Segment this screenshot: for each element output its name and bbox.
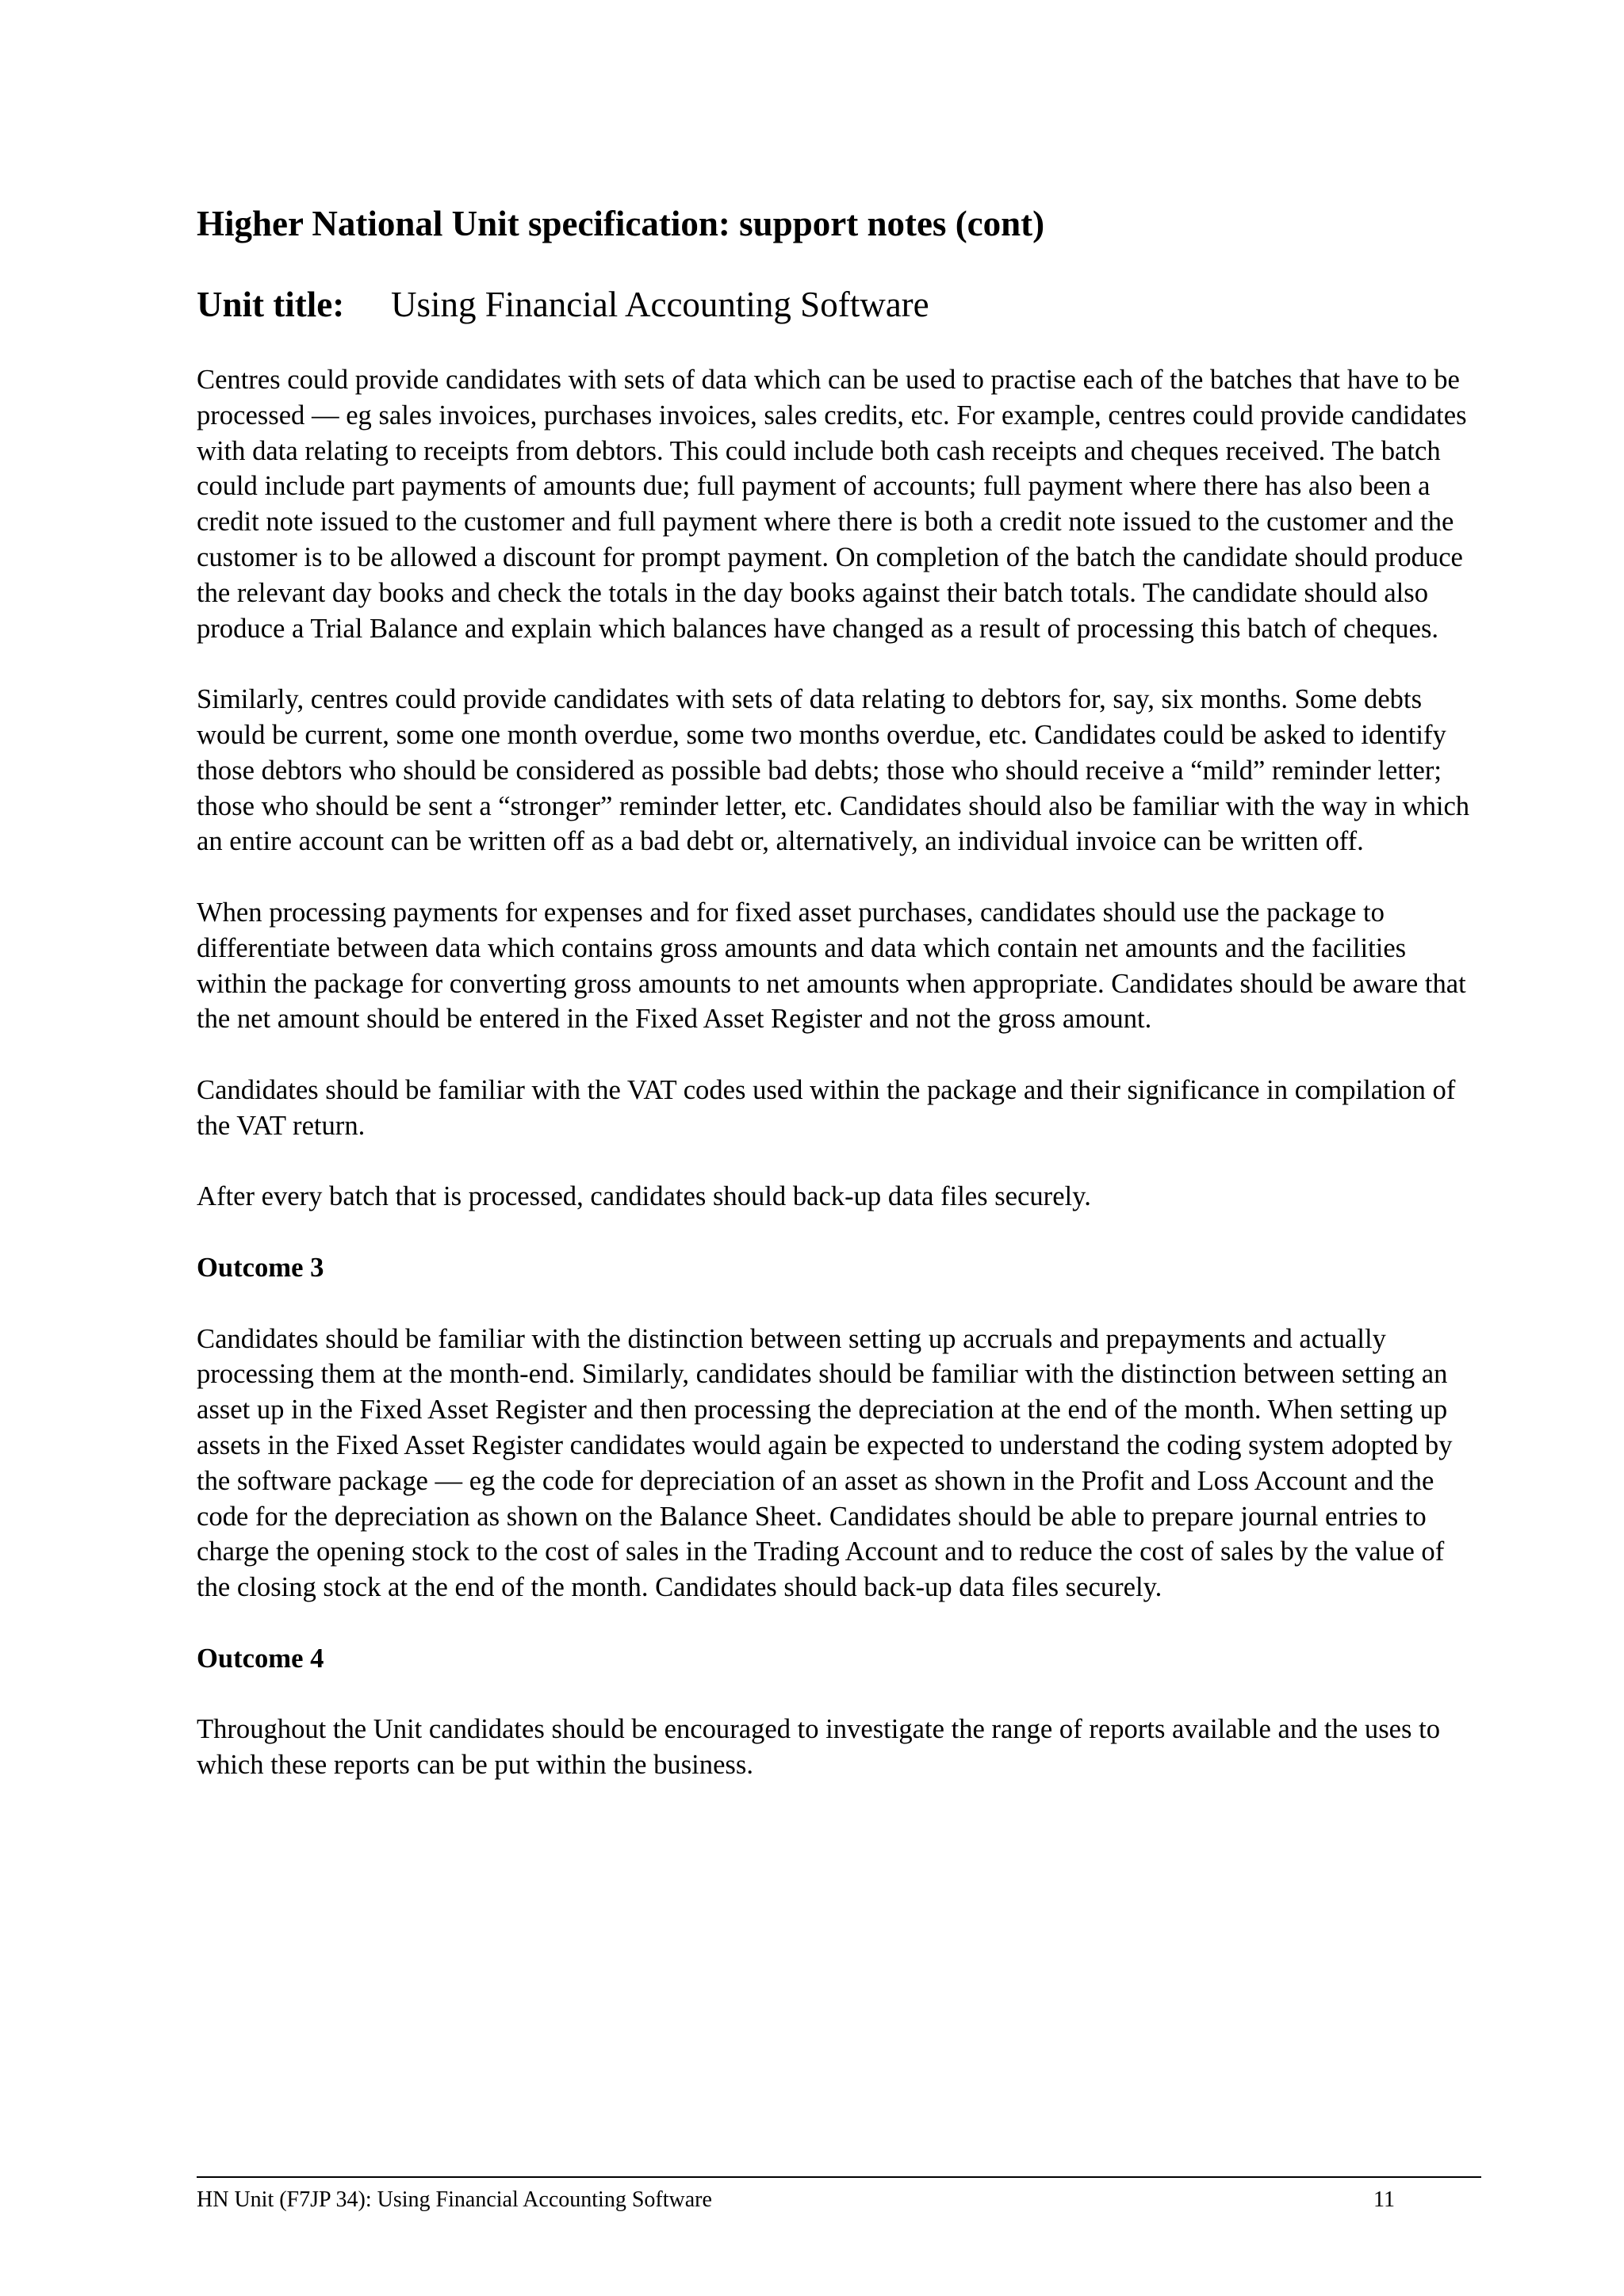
paragraph-outcome-4: Throughout the Unit candidates should be encouraged to investigate the range of reports available and the uses to which these reports can be put within the business. xyxy=(197,1714,1441,1781)
document-page xyxy=(197,0,1481,2296)
paragraph-batches: Centres could provide candidates with sets of data which can be used to practise each of the batches that have to be processed — eg sales invoices, purchases invoices, sales credits, etc. For example, centres could provide candidates with data relating to receipts from debtors. This could include both cash receipts and cheques received. The batch could include part payments of amounts due; full payment of accounts; full payment where there has also been a credit note issued to the customer and full payment where there is both a credit note issued to the customer and the customer is to be allowed a discount for prompt payment. On completion of the batch the candidate should produce the relevant day books and check the totals in the day books against their batch totals. The candidate should also produce a Trial Balance and explain which balances have changed as a result of processing this batch of cheques. xyxy=(197,365,1467,644)
paragraph-backup: After every batch that is processed, candidates should back-up data files securely. xyxy=(197,1181,1091,1212)
paragraph-vat: Candidates should be familiar with the VAT codes used within the package and their significance in compilation of the VAT return. xyxy=(197,1074,1456,1141)
outcome-3-heading: Outcome 3 xyxy=(197,1252,324,1283)
page-heading: Higher National Unit specification: support notes (cont) xyxy=(197,204,1045,243)
footer-unit-reference: HN Unit (F7JP 34): Using Financial Accounting Software xyxy=(197,2187,712,2212)
page-number: 11 xyxy=(1373,2187,1395,2212)
document-body xyxy=(197,362,1481,1819)
unit-title-label: Unit title: xyxy=(197,285,345,324)
paragraph-payments: When processing payments for expenses and for fixed asset purchases, candidates should use the package to differentiate between data which contains gross amounts and data which contain net amounts and the facilities within the package for converting gross amounts to net amounts when appropriate. Candidates should be aware that the net amount should be entered in the Fixed Asset Register and not the gross amount. xyxy=(197,897,1466,1035)
paragraph-debtors: Similarly, centres could provide candidates with sets of data relating to debtors for, say, six months. Some debts would be current, some one month overdue, some two months overdue, etc. Candidates could be asked to identify those debtors who should be considered as possible bad debts; those who should receive a “mild” reminder letter; those who should be sent a “stronger” reminder letter, etc. Candidates should also be familiar with the way in which an entire account can be written off as a bad debt or, alternatively, an individual invoice can be written off. xyxy=(197,684,1470,857)
paragraph-outcome-3: Candidates should be familiar with the distinction between setting up accruals and prepayments and actually processing them at the month-end. Similarly, candidates should be familiar with the distinction between setting an asset up in the Fixed Asset Register and then processing the depreciation at the end of the month. When setting up assets in the Fixed Asset Register candidates would again be expected to understand the coding system adopted by the software package — eg the code for depreciation of an asset as shown in the Profit and Loss Account and the code for the depreciation as shown on the Balance Sheet. Candidates should be able to prepare journal entries to charge the opening stock to the cost of sales in the Trading Account and to reduce the cost of sales by the value of the closing stock at the end of the month. Candidates should back-up data files securely. xyxy=(197,1323,1453,1603)
outcome-4-heading: Outcome 4 xyxy=(197,1643,324,1674)
unit-title-value: Using Financial Accounting Software xyxy=(391,285,929,324)
unit-title xyxy=(197,282,929,327)
footer-divider xyxy=(197,2176,1481,2178)
